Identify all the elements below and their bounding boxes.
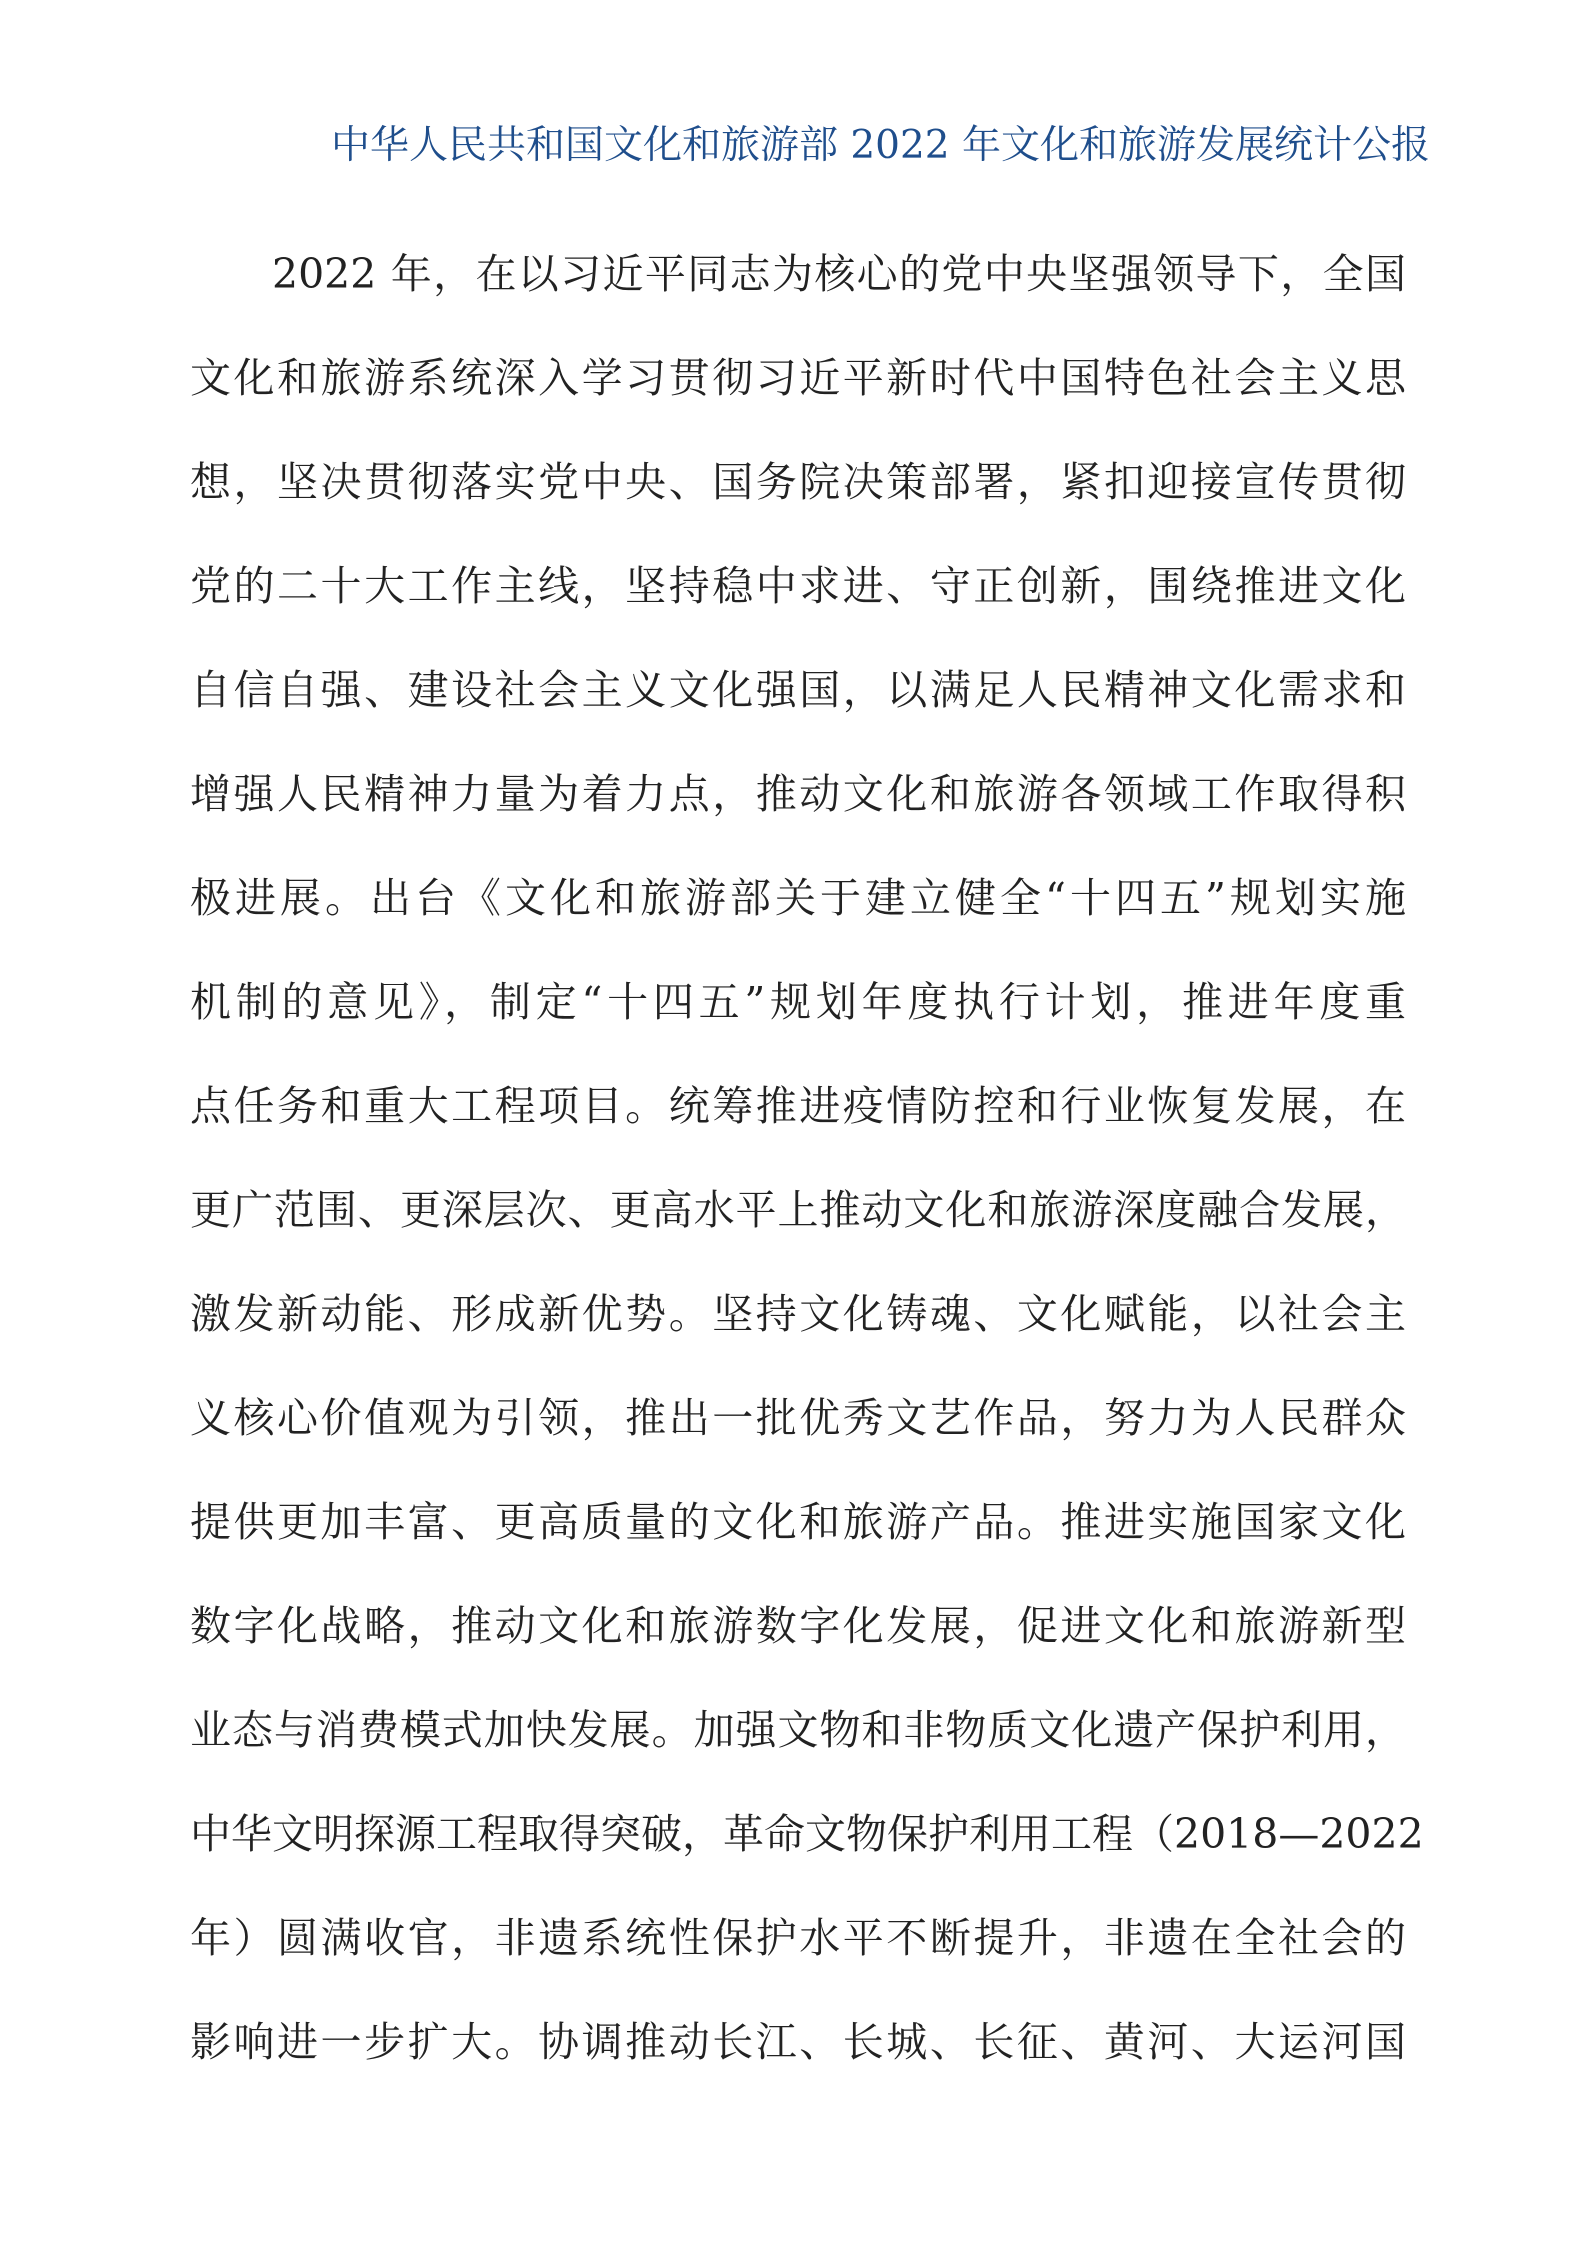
paragraph-line: 更广范围、更深层次、更高水平上推动文化和旅游深度融合发展， — [190, 1186, 1406, 1234]
paragraph-line: 中华文明探源工程取得突破，革命文物保护利用工程（2018—2022 — [190, 1810, 1424, 1858]
paragraph-line: 业态与消费模式加快发展。加强文物和非物质文化遗产保护利用， — [190, 1706, 1406, 1754]
document-paragraph — [190, 222, 1424, 2094]
paragraph-line: 机制的意见》，制定“十四五”规划年度执行计划，推进年度重 — [190, 978, 1406, 1026]
paragraph-line: 义核心价值观为引领，推出一批优秀文艺作品，努力为人民群众 — [190, 1394, 1406, 1442]
paragraph-line: 激发新动能、形成新优势。坚持文化铸魂、文化赋能，以社会主 — [190, 1290, 1406, 1338]
paragraph-line: 年）圆满收官，非遗系统性保护水平不断提升，非遗在全社会的 — [190, 1914, 1406, 1962]
paragraph-line: 点任务和重大工程项目。统筹推进疫情防控和行业恢复发展，在 — [190, 1082, 1406, 1130]
paragraph-line: 自信自强、建设社会主义文化强国，以满足人民精神文化需求和 — [190, 666, 1406, 714]
paragraph-line: 增强人民精神力量为着力点，推动文化和旅游各领域工作取得积 — [190, 770, 1406, 818]
paragraph-line: 文化和旅游系统深入学习贯彻习近平新时代中国特色社会主义思 — [190, 354, 1406, 402]
paragraph-line: 极进展。出台《文化和旅游部关于建立健全“十四五”规划实施 — [190, 874, 1406, 922]
document-title: 中华人民共和国文化和旅游部 2022 年文化和旅游发展统计公报 — [330, 123, 1430, 168]
paragraph-line: 党的二十大工作主线，坚持稳中求进、守正创新，围绕推进文化 — [190, 562, 1406, 610]
paragraph-line: 数字化战略，推动文化和旅游数字化发展，促进文化和旅游新型 — [190, 1602, 1406, 1650]
paragraph-line: 影响进一步扩大。协调推动长江、长城、长征、黄河、大运河国 — [190, 2018, 1406, 2066]
paragraph-line: 提供更加丰富、更高质量的文化和旅游产品。推进实施国家文化 — [190, 1498, 1406, 1546]
paragraph-line: 想，坚决贯彻落实党中央、国务院决策部署，紧扣迎接宣传贯彻 — [190, 458, 1406, 506]
paragraph-line: 2022 年，在以习近平同志为核心的党中央坚强领导下，全国 — [272, 250, 1406, 298]
